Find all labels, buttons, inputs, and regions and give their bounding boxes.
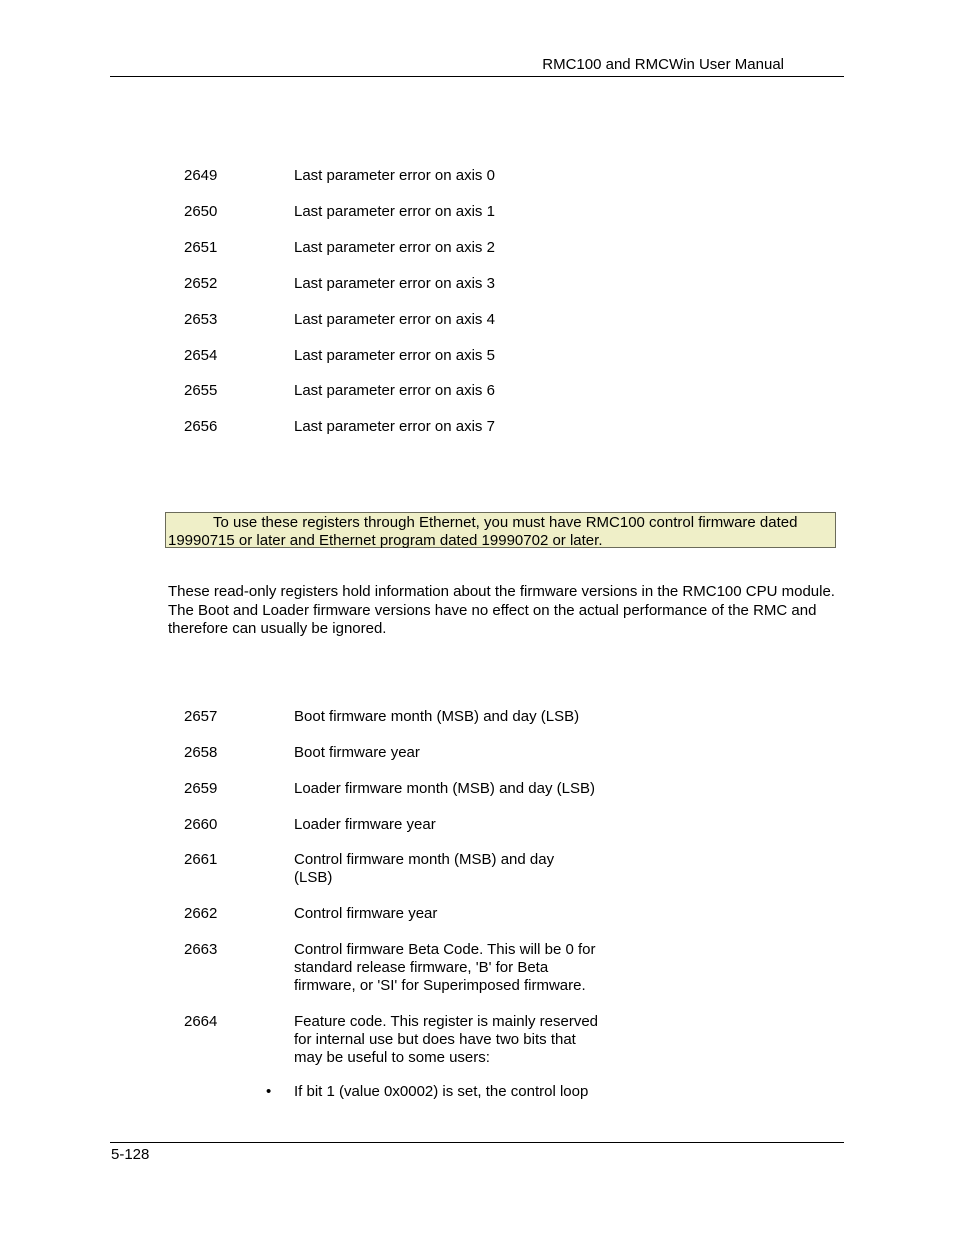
register-number: 2654: [184, 347, 218, 364]
page-number: 5-128: [111, 1146, 150, 1163]
register-number: 2650: [184, 203, 218, 220]
register-number: 2661: [184, 851, 218, 868]
register-description: Last parameter error on axis 3: [294, 275, 495, 292]
register-description: Boot firmware year: [294, 744, 420, 761]
register-description: Last parameter error on axis 5: [294, 347, 495, 364]
register-description: Control firmware month (MSB) and day (LSB): [294, 851, 555, 886]
register-number: 2652: [184, 275, 218, 292]
register-number: 2664: [184, 1013, 218, 1030]
register-number: 2662: [184, 905, 218, 922]
register-description: Control firmware year: [294, 905, 438, 922]
register-number: 2657: [184, 708, 218, 725]
register-number: 2655: [184, 382, 218, 399]
bullet-text: If bit 1 (value 0x0002) is set, the control loop: [294, 1083, 589, 1100]
register-number: 2658: [184, 744, 218, 761]
register-description: Last parameter error on axis 6: [294, 382, 495, 399]
register-description: Last parameter error on axis 7: [294, 418, 495, 435]
register-number: 2660: [184, 816, 218, 833]
register-number: 2649: [184, 167, 218, 184]
register-number: 2663: [184, 941, 218, 958]
register-description: Loader firmware month (MSB) and day (LSB): [294, 780, 595, 797]
register-description: Loader firmware year: [294, 816, 436, 833]
firmware-intro-paragraph: These read-only registers hold information about the firmware versions in the RMC100 CPU module. The Boot and Loader firmware versions have no effect on the actual performance of the RMC and therefore can usually be ignored.: [168, 583, 835, 637]
register-description: Feature code. This register is mainly reserved for internal use but does have two bits that may be useful to some users:: [294, 1013, 599, 1066]
register-description: Boot firmware month (MSB) and day (LSB): [294, 708, 580, 725]
page-header-title: RMC100 and RMCWin User Manual: [542, 56, 784, 73]
register-description: Last parameter error on axis 1: [294, 203, 495, 220]
register-description: Last parameter error on axis 2: [294, 239, 495, 256]
register-description: Last parameter error on axis 4: [294, 311, 495, 328]
register-number: 2659: [184, 780, 218, 797]
ethernet-note-box: To use these registers through Ethernet, you must have RMC100 control firmware dated 19990715 or later and Ethernet program dated 19990702 or later.: [165, 512, 836, 548]
register-number: 2651: [184, 239, 218, 256]
register-description: Last parameter error on axis 0: [294, 167, 495, 184]
register-description: Control firmware Beta Code. This will be 0 for standard release firmware, 'B' for Beta firmware, or 'SI' for Superimposed firmware.: [294, 941, 596, 994]
register-number: 2653: [184, 311, 218, 328]
footer-rule: [110, 1142, 844, 1143]
header-rule: [110, 76, 844, 77]
bullet-icon: •: [266, 1083, 272, 1100]
register-number: 2656: [184, 418, 218, 435]
